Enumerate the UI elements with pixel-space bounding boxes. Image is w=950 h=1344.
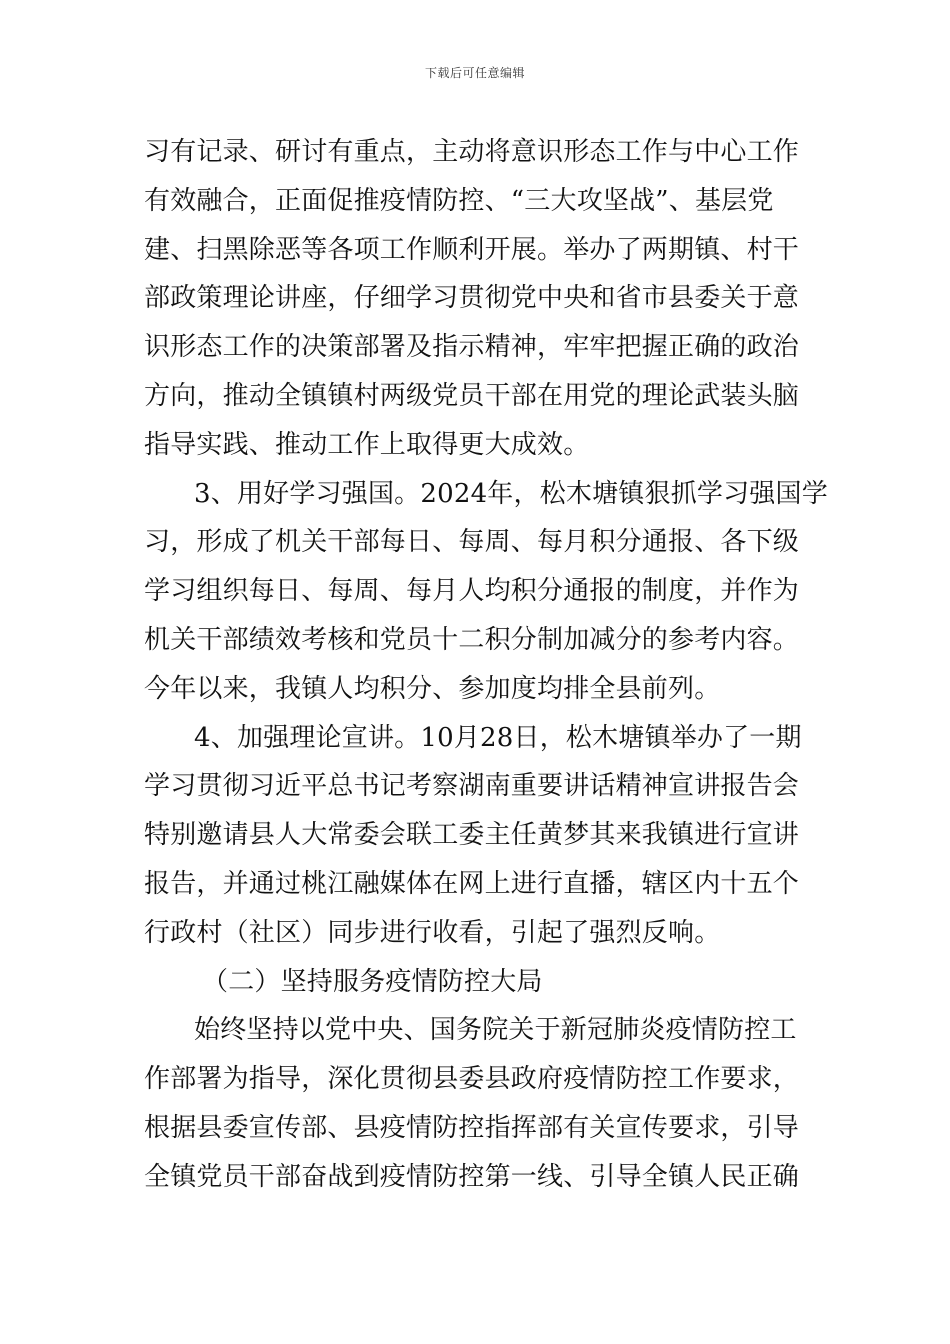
text-line: 有效融合，正面促推疫情防控、“三大攻坚战”、基层党 <box>144 185 774 216</box>
text-line: 作部署为指导，深化贯彻县委县政府疫情防控工作要求， <box>144 1064 800 1095</box>
text-line: 学习贯彻习近平总书记考察湖南重要讲话精神宣讲报告会 <box>144 771 800 802</box>
text-line: 识形态工作的决策部署及指示精神，牢牢把握正确的政治 <box>144 332 800 363</box>
text-line: 行政村（社区）同步进行收看，引起了强烈反响。 <box>144 917 721 948</box>
text-line: 特别邀请县人大常委会联工委主任黄梦其来我镇进行宣讲 <box>144 820 800 851</box>
section-heading: （二）坚持服务疫情防控大局 <box>202 966 543 997</box>
text-line: 习，形成了机关干部每日、每周、每月积分通报、各下级 <box>144 527 800 558</box>
text-line: 报告，并通过桃江融媒体在网上进行直播，辖区内十五个 <box>144 868 800 899</box>
page-header: 下载后可任意编辑 <box>424 66 525 80</box>
text-line: 部政策理论讲座，仔细学习贯彻党中央和省市县委关于意 <box>144 283 800 314</box>
text-line: 今年以来，我镇人均积分、参加度均排全县前列。 <box>144 673 721 704</box>
paragraph-start-line: 始终坚持以党中央、国务院关于新冠肺炎疫情防控工 <box>194 1015 797 1046</box>
text-line: 建、扫黑除恶等各项工作顺利开展。举办了两期镇、村干 <box>144 234 800 265</box>
text-line: 指导实践、推动工作上取得更大成效。 <box>144 429 590 460</box>
text-line: 全镇党员干部奋战到疫情防控第一线、引导全镇人民正确 <box>144 1161 800 1192</box>
text-line: 习有记录、研讨有重点，主动将意识形态工作与中心工作 <box>144 137 800 167</box>
text-line: 方向，推动全镇镇村两级党员干部在用党的理论武装头脑 <box>144 380 800 411</box>
text-line: 根据县委宣传部、县疫情防控指挥部有关宣传要求，引导 <box>144 1112 800 1143</box>
paragraph-start-line: 4、加强理论宣讲。10月28日，松木塘镇举办了一期 <box>194 722 802 753</box>
text-line: 机关干部绩效考核和党员十二积分制加减分的参考内容。 <box>144 624 800 655</box>
document-body <box>144 128 828 1202</box>
paragraph-start-line: 3、用好学习强国。2024年，松木塘镇狠抓学习强国学 <box>194 478 828 509</box>
text-line: 学习组织每日、每周、每月人均积分通报的制度，并作为 <box>144 576 800 607</box>
